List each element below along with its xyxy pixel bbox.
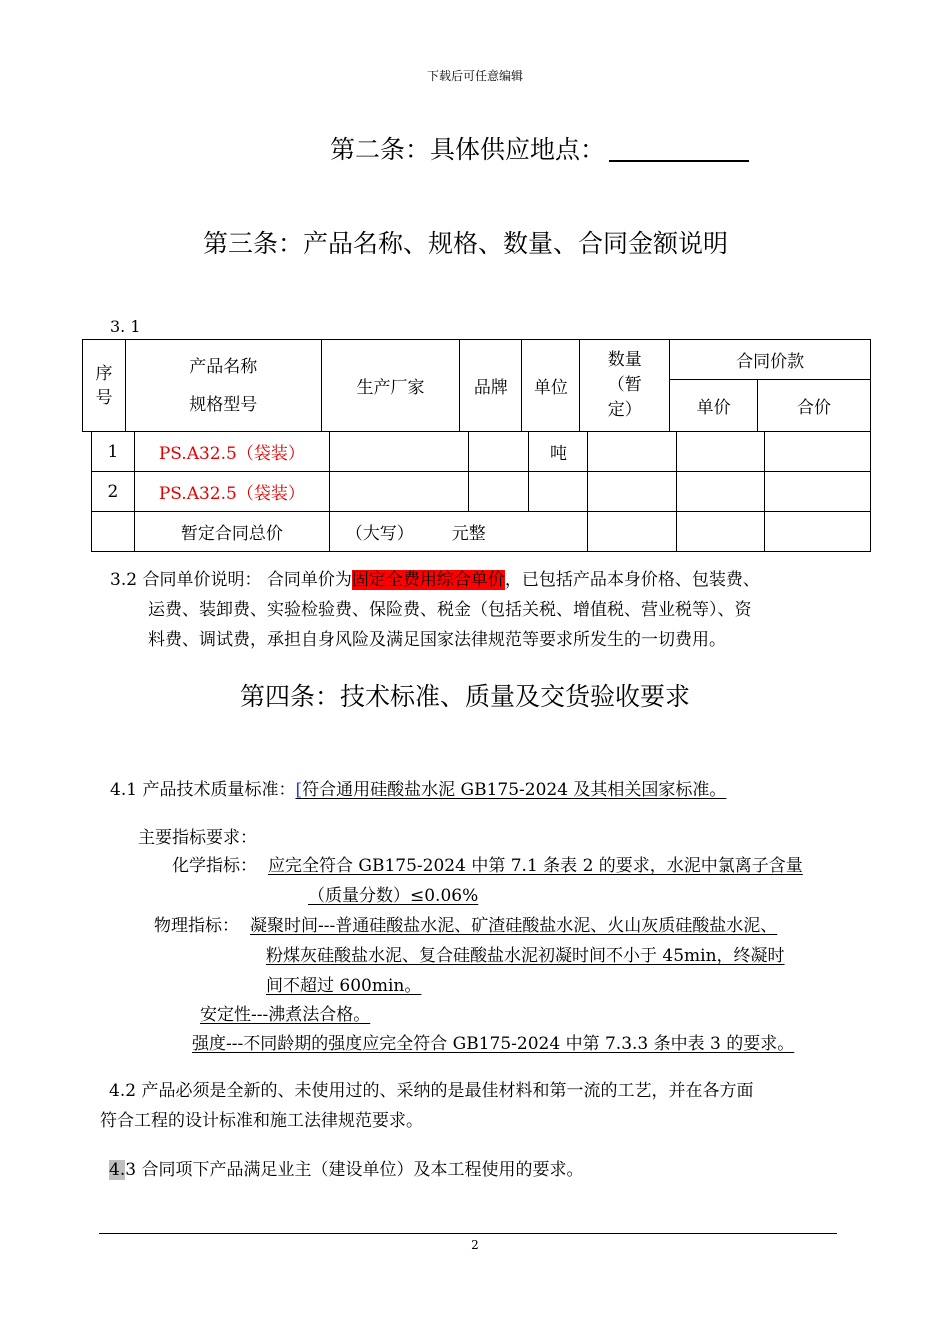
- product-table-body: [91, 431, 871, 552]
- row-unit-price-cell[interactable]: [677, 472, 765, 512]
- section-3-2-line1: 3.2 合同单价说明： 合同单价为固定全费用综合单价，已包括产品本身价格、包装费、: [110, 570, 760, 590]
- page-header: 下载后可任意编辑: [426, 69, 523, 83]
- total-row: [92, 512, 871, 552]
- phys-line1: 凝聚时间---普通硅酸盐水泥、矿渣硅酸盐水泥、火山灰质硅酸盐水泥、: [250, 916, 778, 936]
- footer-divider: [99, 1233, 837, 1234]
- strength-line: 强度---不同龄期的强度应完全符合 GB175-2024 中第 7.3.3 条中表 3 的要求。: [192, 1034, 795, 1054]
- standard-text: [符合通用硅酸盐水泥 GB175-2024 及其相关国家标准。: [295, 780, 727, 800]
- chem-label: 化学指标：: [172, 856, 257, 876]
- total-suffix: 元整: [451, 524, 486, 544]
- row-unit: 吨: [529, 432, 588, 472]
- table-row: [92, 472, 871, 512]
- total-capital-label: （大写）: [345, 524, 414, 544]
- row-unit: [529, 472, 588, 512]
- header-total-price: 合价: [758, 380, 871, 432]
- section-3-2-line2: 运费、装卸费、实验检验费、保险费、税金（包括关税、增值税、营业税等）、资: [148, 600, 752, 620]
- article-4-heading: 第四条：技术标准、质量及交货验收要求: [240, 682, 691, 711]
- total-empty-cell: [765, 512, 871, 552]
- phys-label: 物理指标：: [154, 916, 239, 936]
- row-total-price-cell[interactable]: [765, 432, 871, 472]
- fixed-price-highlight: 固定全费用综合单价: [351, 570, 505, 590]
- page-number: 2: [471, 1238, 479, 1252]
- total-seq-cell: [92, 512, 135, 552]
- stability-line: 安定性---沸煮法合格。: [200, 1005, 371, 1025]
- total-empty-cell: [677, 512, 765, 552]
- section-4-2-line2: 符合工程的设计标准和施工法律规范要求。: [100, 1111, 423, 1131]
- header-seq: 序号: [83, 340, 126, 432]
- section-4-3: 4.3 合同项下产品满足业主（建设单位）及本工程使用的要求。: [109, 1160, 584, 1180]
- article-2-title: 第二条：具体供应地点：: [330, 135, 606, 164]
- product-table-header: [82, 339, 871, 432]
- total-empty-cell: [588, 512, 677, 552]
- section-3-2-line3: 料费、调试费，承担自身风险及满足国家法律规范等要求所发生的一切费用。: [148, 630, 726, 650]
- section-4-2-line1: 4.2 产品必须是全新的、未使用过的、采纳的是最佳材料和第一流的工艺，并在各方面: [109, 1081, 754, 1101]
- phys-line2: 粉煤灰硅酸盐水泥、复合硅酸盐水泥初凝时间不小于 45min，终凝时: [266, 946, 785, 966]
- table-row: [92, 432, 871, 472]
- chem-line2: （质量分数）≤0.06%: [308, 886, 479, 906]
- row-product-name: PS.A32.5（袋装）: [134, 432, 329, 472]
- phys-line3: 间不超过 600min。: [266, 976, 422, 996]
- header-unit: 单位: [522, 340, 580, 432]
- article-2-heading: [330, 130, 749, 166]
- row-seq: 2: [92, 472, 135, 512]
- header-qty: 数量 （暂 定）: [580, 340, 670, 432]
- section-3-1-label: 3. 1: [110, 317, 141, 336]
- row-maker-cell[interactable]: [329, 432, 468, 472]
- row-seq: 1: [92, 432, 135, 472]
- total-label: 暂定合同总价: [134, 512, 329, 552]
- header-unit-price: 单价: [670, 380, 758, 432]
- row-brand-cell[interactable]: [468, 432, 529, 472]
- row-qty-cell[interactable]: [588, 432, 677, 472]
- header-brand: 品牌: [460, 340, 522, 432]
- total-capital-cell[interactable]: [329, 512, 588, 552]
- article-3-heading: 第三条：产品名称、规格、数量、合同金额说明: [203, 229, 729, 258]
- row-maker-cell[interactable]: [329, 472, 468, 512]
- section-number-highlight: 4.: [109, 1160, 126, 1180]
- header-price-group: 合同价款: [670, 340, 871, 380]
- row-total-price-cell[interactable]: [765, 472, 871, 512]
- row-unit-price-cell[interactable]: [677, 432, 765, 472]
- row-product-name: PS.A32.5（袋装）: [134, 472, 329, 512]
- chem-line1: 应完全符合 GB175-2024 中第 7.1 条表 2 的要求，水泥中氯离子含量: [268, 856, 803, 876]
- row-qty-cell[interactable]: [588, 472, 677, 512]
- row-brand-cell[interactable]: [468, 472, 529, 512]
- location-blank[interactable]: [609, 136, 749, 162]
- header-name: 产品名称 规格型号: [125, 340, 321, 432]
- main-requirements-label: 主要指标要求：: [138, 828, 257, 848]
- header-maker: 生产厂家: [321, 340, 460, 432]
- section-4-1: 4.1 产品技术质量标准：[符合通用硅酸盐水泥 GB175-2024 及其相关国家标准。: [110, 775, 732, 800]
